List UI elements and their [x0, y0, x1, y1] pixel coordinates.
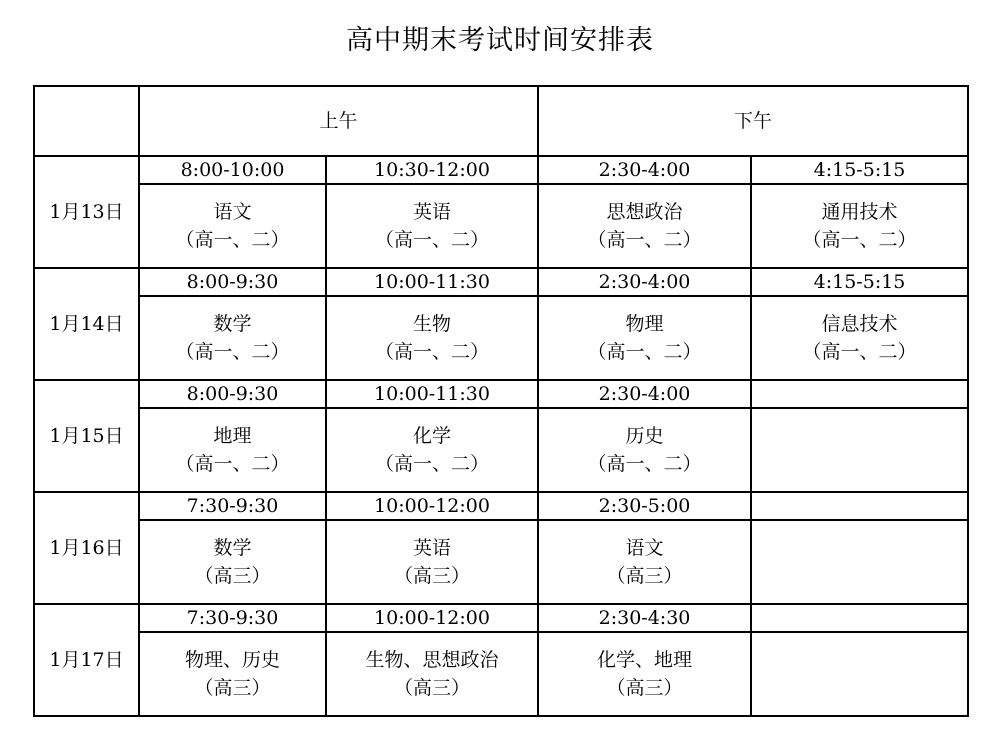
- subject-cell: [538, 408, 751, 492]
- subject-cell: [751, 632, 968, 716]
- subject-cell: [139, 408, 326, 492]
- subject-cell: [139, 296, 326, 380]
- time-slot-cell: 2:30-4:00: [538, 268, 751, 296]
- subject-cell: [326, 408, 538, 492]
- subject-name: 物理、历史: [184, 649, 280, 671]
- time-slot-cell: 2:30-5:00: [538, 492, 751, 520]
- time-row: [34, 492, 968, 520]
- subject-grade: （高一、二）: [587, 229, 702, 251]
- subject-cell: [751, 520, 968, 604]
- subject-name: 数学: [213, 313, 252, 335]
- subject-row: [34, 184, 968, 268]
- subject-name: 生物、思想政治: [365, 649, 499, 671]
- subject-cell: [751, 296, 968, 380]
- subject-grade: （高一、二）: [587, 341, 702, 363]
- subject-row: [34, 408, 968, 492]
- subject-name: 语文: [213, 201, 252, 223]
- subject-name: 化学、地理: [597, 649, 693, 671]
- time-row: [34, 156, 968, 184]
- subject-cell: [326, 632, 538, 716]
- subject-name: 语文: [625, 537, 664, 559]
- subject-cell: [139, 632, 326, 716]
- subject-name: 化学: [413, 425, 452, 447]
- time-slot-cell: 4:15-5:15: [751, 268, 968, 296]
- time-slot-cell: 10:30-12:00: [326, 156, 538, 184]
- subject-grade: （高三）: [394, 565, 471, 587]
- subject-grade: （高三）: [606, 565, 683, 587]
- time-slot-cell: 10:00-11:30: [326, 268, 538, 296]
- time-slot-cell: 2:30-4:00: [538, 380, 751, 408]
- time-slot-cell: 7:30-9:30: [139, 604, 326, 632]
- exam-schedule-table: [33, 85, 969, 717]
- date-cell: 1月15日: [34, 380, 139, 492]
- time-slot-cell: 4:15-5:15: [751, 156, 968, 184]
- header-morning: 上午: [139, 86, 538, 156]
- subject-cell: [326, 184, 538, 268]
- subject-cell: [751, 184, 968, 268]
- subject-cell: [326, 296, 538, 380]
- subject-name: 历史: [625, 425, 664, 447]
- subject-cell: [538, 632, 751, 716]
- subject-cell: [139, 520, 326, 604]
- time-slot-cell: 10:00-12:00: [326, 492, 538, 520]
- page-title: 高中期末考试时间安排表: [346, 25, 654, 56]
- subject-grade: （高一、二）: [802, 341, 917, 363]
- header-corner-cell: [34, 86, 139, 156]
- subject-grade: （高一、二）: [375, 341, 490, 363]
- subject-name: 通用技术: [821, 201, 898, 223]
- time-row: [34, 268, 968, 296]
- subject-grade: （高三）: [194, 565, 271, 587]
- subject-grade: （高三）: [606, 677, 683, 699]
- header-row: [34, 86, 968, 156]
- date-cell: 1月17日: [34, 604, 139, 716]
- subject-cell: [751, 408, 968, 492]
- subject-cell: [538, 184, 751, 268]
- subject-name: 英语: [413, 537, 452, 559]
- subject-grade: （高一、二）: [802, 229, 917, 251]
- subject-grade: （高三）: [194, 677, 271, 699]
- time-row: [34, 380, 968, 408]
- subject-name: 英语: [413, 201, 452, 223]
- subject-row: [34, 296, 968, 380]
- subject-cell: [538, 296, 751, 380]
- subject-grade: （高一、二）: [175, 453, 290, 475]
- subject-name: 物理: [625, 313, 664, 335]
- time-slot-cell: 8:00-10:00: [139, 156, 326, 184]
- subject-grade: （高三）: [394, 677, 471, 699]
- subject-grade: （高一、二）: [175, 229, 290, 251]
- time-slot-cell: [751, 492, 968, 520]
- time-row: [34, 604, 968, 632]
- time-slot-cell: 2:30-4:00: [538, 156, 751, 184]
- time-slot-cell: 8:00-9:30: [139, 380, 326, 408]
- subject-name: 信息技术: [821, 313, 898, 335]
- subject-grade: （高一、二）: [375, 229, 490, 251]
- subject-name: 思想政治: [606, 201, 683, 223]
- subject-name: 生物: [413, 313, 452, 335]
- date-cell: 1月16日: [34, 492, 139, 604]
- subject-name: 地理: [213, 425, 252, 447]
- time-slot-cell: 10:00-12:00: [326, 604, 538, 632]
- subject-cell: [538, 520, 751, 604]
- subject-grade: （高一、二）: [175, 341, 290, 363]
- subject-cell: [326, 520, 538, 604]
- subject-grade: （高一、二）: [587, 453, 702, 475]
- header-afternoon: 下午: [538, 86, 968, 156]
- subject-grade: （高一、二）: [375, 453, 490, 475]
- subject-row: [34, 632, 968, 716]
- time-slot-cell: 10:00-11:30: [326, 380, 538, 408]
- date-cell: 1月13日: [34, 156, 139, 268]
- time-slot-cell: 2:30-4:30: [538, 604, 751, 632]
- date-cell: 1月14日: [34, 268, 139, 380]
- time-slot-cell: 8:00-9:30: [139, 268, 326, 296]
- subject-cell: [139, 184, 326, 268]
- subject-name: 数学: [213, 537, 252, 559]
- subject-row: [34, 520, 968, 604]
- time-slot-cell: [751, 380, 968, 408]
- time-slot-cell: 7:30-9:30: [139, 492, 326, 520]
- time-slot-cell: [751, 604, 968, 632]
